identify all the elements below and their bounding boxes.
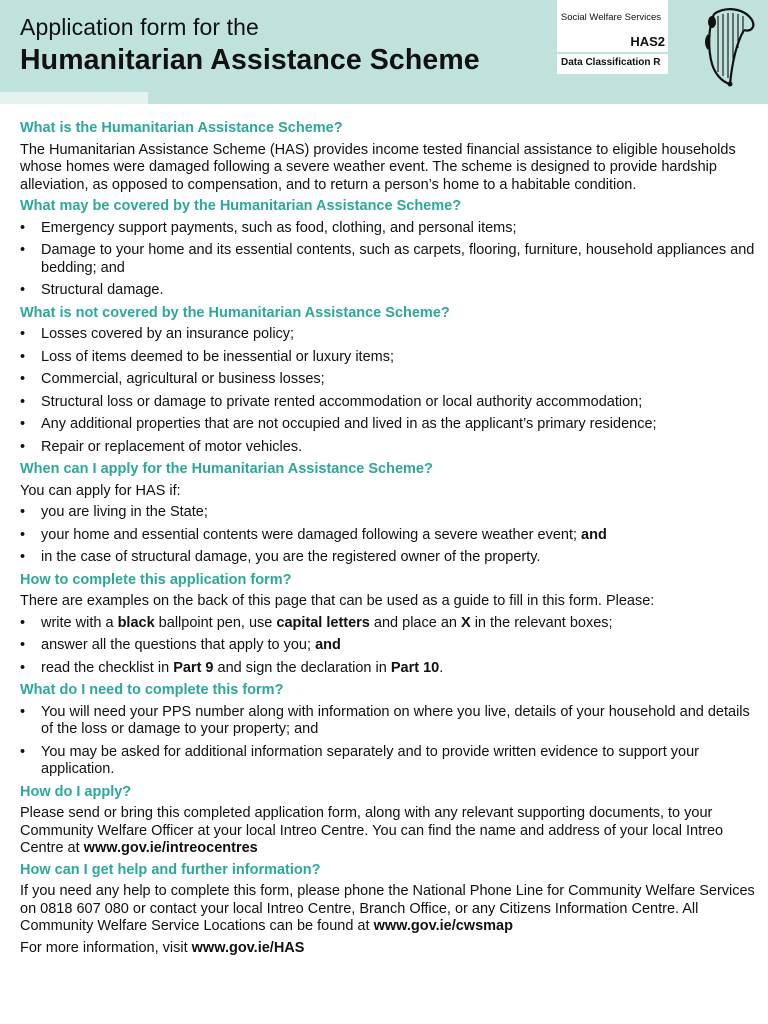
form-title-line1: Application form for the [20,14,259,40]
list-item [20,504,755,522]
list-item [20,242,755,277]
text-run: The Humanitarian Assistance Scheme (HAS) provides income tested financial assistance to eligible households whose homes were damaged following a severe weather event. The scheme is designed to provide hardship alleviation, as opposed to compensation, and to return a person’s home to a habitable condition. [20,141,736,193]
list-item [20,394,755,412]
text-run: Emergency support payments, such as food, clothing, and personal items; [41,219,517,236]
list-item [20,549,755,567]
bullet-icon: • [20,438,26,455]
bullet-icon: • [20,614,26,631]
harp-emblem-icon [700,4,760,88]
text-run: Losses covered by an insurance policy; [41,326,295,342]
bold-text-run: www.gov.ie/cwsmap [373,918,513,934]
bullet-list [20,704,755,779]
text-run: Damage to your home and its essential contents, such as carpets, flooring, furniture, household appliances and bedding; and [41,242,755,276]
bullet-icon: • [20,219,26,236]
bullet-icon: • [20,637,26,653]
bullet-icon: • [20,549,26,565]
bold-text-run: capital letters [276,614,370,631]
list-item [20,527,755,545]
bullet-list [20,504,755,567]
section-paragraph [20,883,755,936]
bullet-icon: • [20,242,26,258]
text-run: write with a [41,614,118,631]
bullet-icon: • [20,348,26,365]
header-strip [148,92,768,104]
department-name: Social Welfare Services [560,12,662,23]
bold-text-run: www.gov.ie/intreocentres [83,840,258,856]
section-paragraph [20,593,755,611]
text-run: You may be asked for additional information separately and to provide written evidence to support your application. [41,743,699,777]
section-heading: When can I apply for the Humanitarian Assistance Scheme? [20,461,433,477]
text-run: read the checklist in [41,659,174,676]
text-run: There are examples on the back of this page that can be used as a guide to fill in this form. Please: [20,593,655,609]
bold-text-run: and [581,526,607,543]
section-heading: What may be covered by the Humanitarian Assistance Scheme? [20,198,462,214]
section-heading: How can I get help and further information? [20,861,321,878]
bold-text-run: black [117,614,155,631]
form-information-body [20,120,755,961]
list-item [20,704,755,739]
text-run: and sign the declaration in [213,659,391,676]
bullet-list [20,220,755,300]
form-code: HAS2 [630,34,665,49]
text-run: Any additional properties that are not occupied and lived in as the applicant’s primary residence; [41,416,657,432]
list-item [20,282,755,300]
section-paragraph [20,142,755,195]
bullet-icon: • [20,371,26,387]
text-run: and place an [369,614,461,631]
section-heading: What is the Humanitarian Assistance Scheme? [20,120,343,136]
text-run: Repair or replacement of motor vehicles. [41,438,303,455]
form-title-line2: Humanitarian Assistance Scheme [20,44,480,76]
text-run: For more information, visit [20,939,192,956]
text-run: Structural loss or damage to private rented accommodation or local authority accommodation; [41,393,643,410]
text-run: ballpoint pen, use [154,614,277,631]
list-item [20,371,755,389]
text-run: answer all the questions that apply to you; [41,637,316,653]
section-paragraph [20,940,755,958]
text-run: in the case of structural damage, you are the registered owner of the property. [41,549,541,565]
text-run: If you need any help to complete this form, please phone the National Phone Line for Community Welfare Services on 0818 607 080 or contact your local Intreo Centre, Branch Office, or any Citizens Information Centre. All Community Welfare Service Locations can be found at [20,883,755,934]
data-classification: Data Classification R [561,57,661,68]
list-item [20,637,755,655]
bold-text-run: X [461,614,471,631]
text-run: . [439,659,444,676]
list-item [20,615,755,633]
text-run: You will need your PPS number along with information on where you live, details of your household and details of the loss or damage to your property; and [41,703,750,737]
bullet-icon: • [20,743,26,760]
bold-text-run: Part 9 [173,659,214,676]
list-item [20,326,755,344]
section-heading: What do I need to complete this form? [20,682,284,698]
section-paragraph [20,483,755,501]
bold-text-run: www.gov.ie/HAS [191,939,305,956]
bullet-icon: • [20,326,26,342]
header-strip-light [0,92,148,104]
section-heading: How do I apply? [20,783,132,800]
bullet-icon: • [20,703,26,720]
list-item [20,439,755,457]
bullet-list [20,326,755,456]
bullet-list [20,615,755,678]
bullet-icon: • [20,282,26,298]
text-run: Commercial, agricultural or business losses; [41,371,325,387]
section-heading: What is not covered by the Humanitarian Assistance Scheme? [20,304,450,321]
text-run: your home and essential contents were damaged following a severe weather event; [41,526,582,543]
bold-text-run: and [315,637,341,653]
list-item [20,660,755,678]
bullet-icon: • [20,416,26,432]
bullet-icon: • [20,393,26,410]
text-run: you are living in the State; [41,504,208,520]
text-run: Please send or bring this completed application form, along with any relevant supporting documents, to your Community Welfare Officer at your local Intreo Centre. You can find the name and address of your local Intreo Centre at [20,805,724,856]
bullet-icon: • [20,504,26,520]
section-heading: How to complete this application form? [20,571,292,588]
text-run: in the relevant boxes; [470,614,613,631]
bold-text-run: Part 10 [390,659,440,676]
text-run: Structural damage. [41,282,164,298]
list-item [20,220,755,238]
list-item [20,349,755,367]
bullet-icon: • [20,659,26,676]
section-paragraph [20,805,755,858]
list-item [20,416,755,434]
list-item [20,744,755,779]
text-run: You can apply for HAS if: [20,482,181,499]
bullet-icon: • [20,526,26,543]
text-run: Loss of items deemed to be inessential or luxury items; [41,348,394,365]
